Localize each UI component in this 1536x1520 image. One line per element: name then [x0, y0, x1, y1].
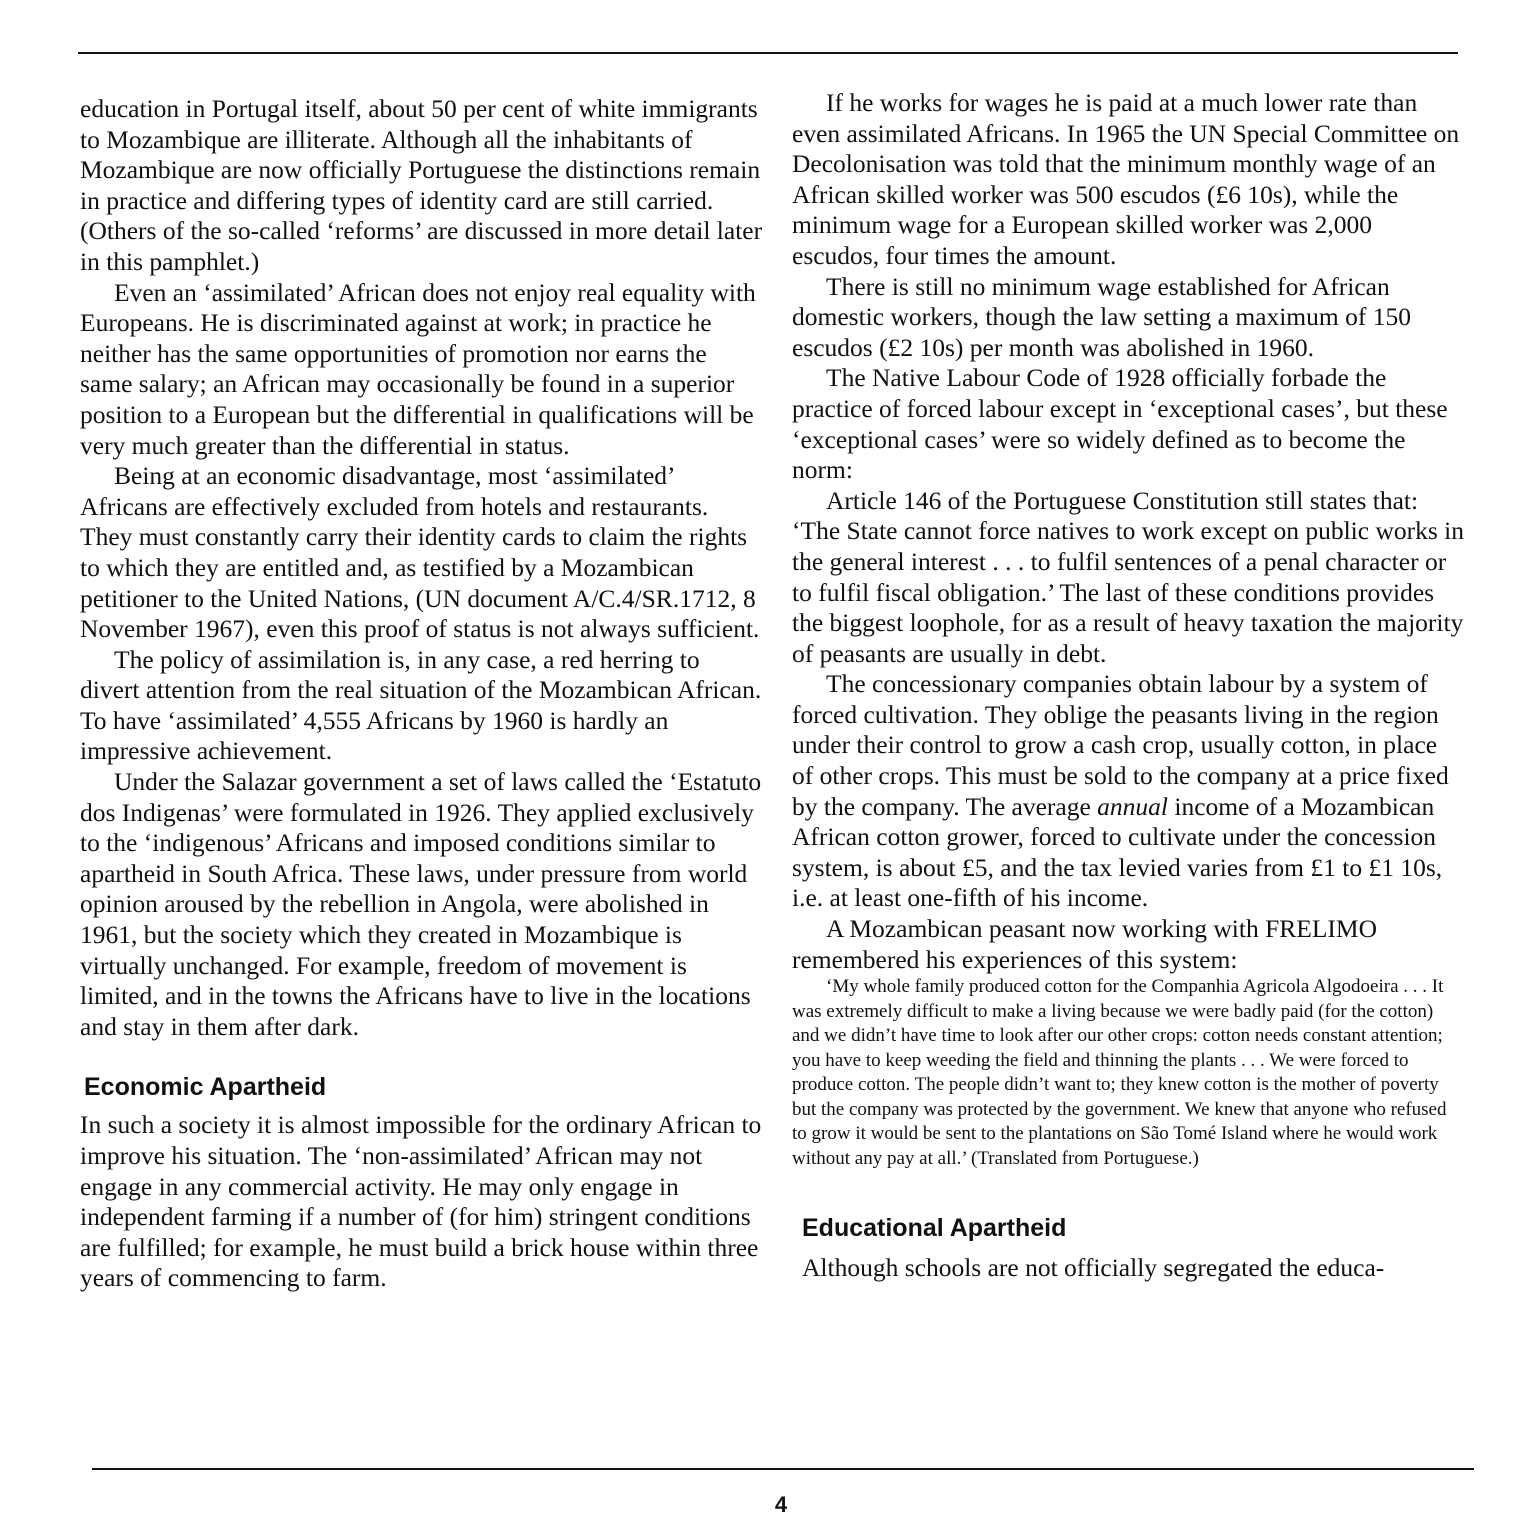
- paragraph: If he works for wages he is paid at a much lower rate than even assimilated Africans. In 1965 the UN Special Committee on Decolonisation was told that the minimum monthly wage of an African skilled worker was 500 escudos (£6 10s), while the minimum wage for a European skilled worker was 2,000 escudos, four times the amount.: [792, 88, 1460, 270]
- paragraph-text: The concessionary companies obtain labour by a system of forced cultivation. They oblige the peasants living in the region under their control to grow a cash crop, usually cotton, in place of other crops. This must be sold to the company at a price fixed by the company. The average: [792, 669, 1449, 821]
- bottom-rule: [92, 1468, 1474, 1470]
- top-rule: [78, 52, 1458, 54]
- page-number: 4: [774, 1492, 788, 1517]
- paragraph: Although schools are not officially segregated the educa-: [802, 1253, 1385, 1283]
- section-heading-educational-apartheid: Educational Apartheid: [802, 1214, 1067, 1243]
- paragraph: The Native Labour Code of 1928 officially forbade the practice of forced labour except in ‘exceptional cases’, but these ‘exceptional cases’ were so widely defined as to become the norm:: [792, 363, 1448, 485]
- paragraph: Even an ‘assimilated’ African does not enjoy real equality with Europeans. He is discriminated against at work; in practice he neither has the same opportunities of promotion nor earns the same salary; an African may occasionally be found in a superior position to a European but the differential in qualifications will be very much greater than the differential in status.: [80, 277, 756, 460]
- right-column: [792, 88, 1464, 1284]
- left-column: [80, 94, 765, 1294]
- paragraph: The policy of assimilation is, in any case, a red herring to divert attention from the real situation of the Mozambican African. To have ‘assimilated’ 4,555 Africans by 1960 is hardly an impressive achievement.: [80, 644, 762, 766]
- paragraph: In such a society it is almost impossible for the ordinary African to improve his situation. The ‘non-assimilated’ African may not engage in any commercial activity. He may only engage in independent farming if a number of (for him) stringent conditions are fulfilled; for example, he must build a brick house within three years of commencing to farm.: [80, 1110, 762, 1293]
- paragraph: Under the Salazar government a set of laws called the ‘Estatuto dos Indigenas’ were formulated in 1926. They applied exclusively to the ‘indigenous’ Africans and imposed conditions similar to apartheid in South Africa. These laws, under pressure from world opinion aroused by the rebellion in Angola, were abolished in 1961, but the society which they created in Mozambique is virtually unchanged. For example, freedom of movement is limited, and in the towns the Africans have to live in the locations and stay in them after dark.: [80, 767, 762, 1041]
- paragraph: education in Portugal itself, about 50 per cent of white immigrants to Mozambique are illiterate. Although all the inhabitants of Mozambique are now officially Portuguese the distinctions remain in practice and differing types of identity card are still carried. (Others of the so-called ‘reforms’ are discussed in more detail later in this pamphlet.): [80, 94, 763, 276]
- emphasis-annual: annual: [1097, 791, 1169, 821]
- paragraph: [792, 669, 1464, 914]
- paragraph: Article 146 of the Portuguese Constitution still states that: ‘The State cannot force natives to work except on public works in the general interest . . . to fulfil sentences of a penal character or to fulfil fiscal obligation.’ The last of these conditions provides the biggest loophole, for as a result of heavy taxation the majority of peasants are usually in debt.: [792, 485, 1465, 668]
- paragraph-text: income of a Mozambican African cotton grower, forced to cultivate under the concession system, is about £5, and the tax levied varies from £1 to £1 10s, i.e. at least one-fifth of his income.: [792, 791, 1443, 913]
- paragraph: There is still no minimum wage established for African domestic workers, though the law setting a maximum of 150 escudos (£2 10s) per month was abolished in 1960.: [792, 271, 1411, 362]
- paragraph: Being at an economic disadvantage, most ‘assimilated’ Africans are effectively excluded from hotels and restaurants. They must constantly carry their identity cards to claim the rights to which they are entitled and, as testified by a Mozambican petitioner to the United Nations, (UN document A/C.4/SR.1712, 8 November 1967), even this proof of status is not always sufficient.: [80, 461, 760, 644]
- paragraph: A Mozambican peasant now working with FRELIMO remembered his experiences of this system:: [792, 914, 1378, 974]
- block-quote: ‘My whole family produced cotton for the Companhia Agricola Algodoeira . . . It was extremely difficult to make a living because we were badly paid (for the cotton) and we didn’t have time to look after our other crops: cotton needs constant attention; you have to keep weeding the field and thinning the plants . . . We were forced to produce cotton. The people didn’t want to; they knew cotton is the mother of poverty but the company was protected by the government. We knew that anyone who refused to grow it would be sent to the plantations on São Tomé Island where he would work without any pay at all.’ (Translated from Portuguese.): [792, 976, 1447, 1169]
- section-heading-economic-apartheid: Economic Apartheid: [84, 1073, 327, 1102]
